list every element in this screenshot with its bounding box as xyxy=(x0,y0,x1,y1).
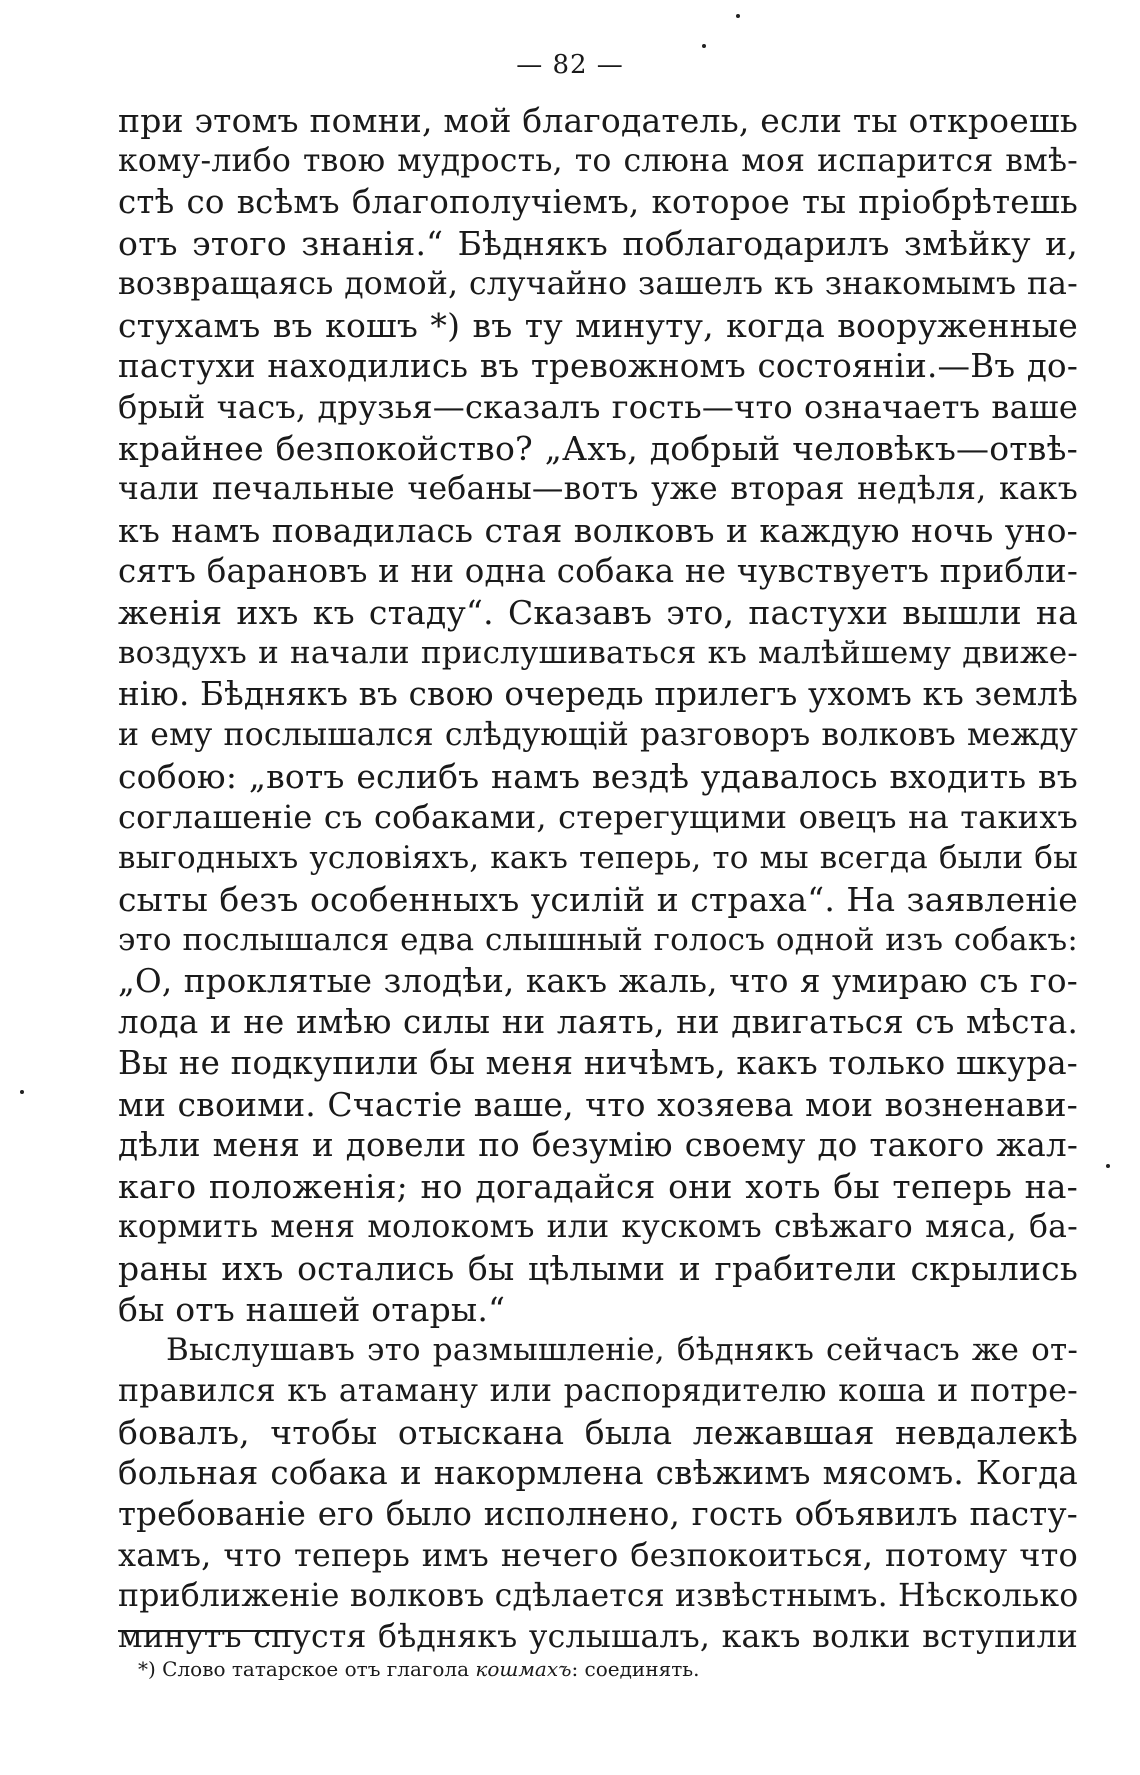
text-line: дѣли меня и довели по безумію своему до такого жал- xyxy=(118,1126,1078,1164)
text-line: женія ихъ къ стаду“. Сказавъ это, пастухи вышли на xyxy=(118,593,1078,632)
text-line: нію. Бѣднякъ въ свою очередь прилегъ ухомъ къ землѣ xyxy=(118,675,1078,713)
text-line: хамъ, что теперь имъ нечего безпокоиться, потому что xyxy=(118,1536,1078,1574)
body-text xyxy=(118,100,1078,1658)
text-line: правился къ атаману или распорядителю коша и потре- xyxy=(118,1373,1078,1409)
paragraph-end-line: бы отъ нашей отары.“ xyxy=(118,1290,506,1329)
text-line: выгодныхъ условіяхъ, какъ теперь, то мы всегда были бы xyxy=(118,840,1078,876)
scan-speck xyxy=(20,1090,24,1094)
text-line: возвращаясь домой, случайно зашелъ къ знакомымъ па- xyxy=(118,266,1078,302)
text-line: требованіе его было исполнено, гость объявилъ пасту- xyxy=(118,1495,1078,1533)
text-line: крайнее безпокойство? „Ахъ, добрый человѣкъ—отвѣ- xyxy=(118,429,1078,468)
text-line: ми своими. Счастіе ваше, что хозяева мои возненави- xyxy=(118,1085,1078,1124)
footnote-marker: *) Слово татарское отъ глагола xyxy=(138,1657,470,1681)
text-line: стухамъ въ кошъ *) въ ту минуту, когда вооруженные xyxy=(118,306,1078,345)
text-line: бовалъ, чтобы отыскана была лежавшая невдалекѣ xyxy=(118,1413,1078,1452)
text-line: кому-либо твою мудрость, то слюна моя испарится вмѣ- xyxy=(118,143,1078,179)
text-line: „О, проклятые злодѣи, какъ жаль, что я умираю съ го- xyxy=(118,962,1078,1000)
scan-speck xyxy=(736,14,740,18)
text-line: приближеніе волковъ сдѣлается извѣстнымъ. Нѣсколько xyxy=(118,1578,1079,1614)
text-line: при этомъ помни, мой благодатель, если ты откроешь xyxy=(118,101,1078,140)
text-line: воздухъ и начали прислушиваться къ малѣйшему движе- xyxy=(118,635,1078,671)
scan-speck xyxy=(1106,1164,1110,1168)
paragraph-start-line: Выслушавъ это размышленіе, бѣднякъ сейчасъ же от- xyxy=(166,1332,1078,1368)
text-line: и ему послышался слѣдующій разговоръ волковъ между xyxy=(118,717,1078,753)
text-line: отъ этого знанія.“ Бѣднякъ поблагодарилъ змѣйку и, xyxy=(118,224,1078,263)
text-line: сыты безъ особенныхъ усилій и страха“. На заявленіе xyxy=(118,880,1078,919)
footnote-definition: : соединять. xyxy=(571,1657,700,1681)
text-line: пастухи находились въ тревожномъ состояніи.—Въ до- xyxy=(118,347,1078,385)
text-line: брый часъ, друзья—сказалъ гость—что означаетъ ваше xyxy=(118,388,1078,426)
footnote-term: кошмахъ xyxy=(475,1657,572,1681)
text-line: сятъ барановъ и ни одна собака не чувствуетъ прибли- xyxy=(118,552,1079,590)
text-line: каго положенія; но догадайся они хоть бы теперь на- xyxy=(118,1167,1078,1206)
text-line: чали печальные чебаны—вотъ уже вторая недѣля, какъ xyxy=(118,471,1078,507)
text-line: больная собака и накормлена свѣжимъ мясомъ. Когда xyxy=(118,1454,1078,1492)
scan-speck xyxy=(702,44,706,48)
text-line: Вы не подкупили бы меня ничѣмъ, какъ только шкура- xyxy=(118,1044,1078,1082)
text-line: къ намъ повадилась стая волковъ и каждую ночь уно- xyxy=(118,511,1078,550)
text-line: собою: „вотъ еслибъ намъ вездѣ удавалось входить въ xyxy=(118,757,1078,796)
text-line: лода и не имѣю силы ни лаять, ни двигаться съ мѣста. xyxy=(118,1003,1078,1041)
footnote-rule xyxy=(118,1630,294,1632)
text-line: соглашеніе съ собаками, стерегущими овецъ на такихъ xyxy=(118,798,1078,836)
text-line: стѣ со всѣмъ благополучіемъ, которое ты пріобрѣтешь xyxy=(118,183,1078,221)
text-line: это послышался едва слышный голосъ одной изъ собакъ: xyxy=(118,922,1078,958)
text-line: минутъ спустя бѣднякъ услышалъ, какъ волки вступили xyxy=(118,1619,1078,1655)
text-line: раны ихъ остались бы цѣлыми и грабители скрылись xyxy=(118,1249,1078,1288)
text-line: кормить меня молокомъ или кускомъ свѣжаго мяса, ба- xyxy=(118,1209,1078,1245)
footnote xyxy=(138,1656,1038,1682)
page-number: — 82 — xyxy=(516,50,624,80)
